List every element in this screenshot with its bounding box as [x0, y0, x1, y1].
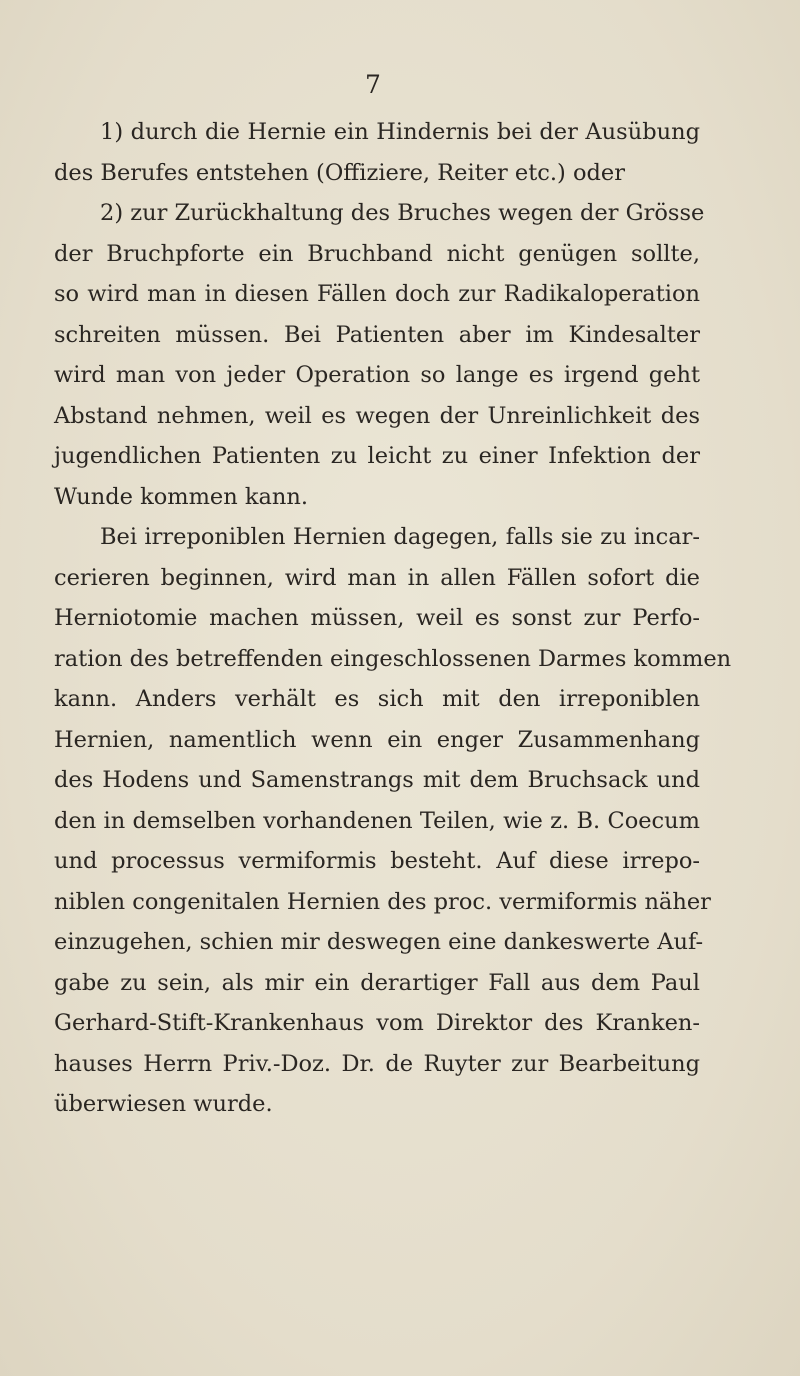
body-text — [54, 112, 732, 1125]
text-line: Wunde kommen kann. — [54, 483, 309, 510]
text-line: und processus vermiformis besteht. Auf diese irrepo- — [54, 848, 700, 874]
text-line: überwiesen wurde. — [54, 1091, 273, 1117]
page-number: 7 — [365, 70, 381, 99]
text-line: cerieren beginnen, wird man in allen Fällen sofort die — [54, 564, 700, 591]
text-line: der Bruchpforte ein Bruchband nicht genügen sollte, — [54, 240, 700, 267]
text-line: so wird man in diesen Fällen doch zur Radikaloperation — [54, 281, 700, 307]
text-line: Gerhard-Stift-Krankenhaus vom Direktor des Kranken- — [54, 1010, 700, 1036]
text-line: schreiten müssen. Bei Patienten aber im Kindesalter — [54, 321, 700, 348]
text-line: 2) zur Zurückhaltung des Bruches wegen der Grösse — [100, 200, 705, 226]
text-line: Hernien, namentlich wenn ein enger Zusammenhang — [54, 726, 700, 753]
text-line: des Hodens und Samenstrangs mit dem Bruchsack und — [54, 767, 700, 793]
text-line: wird man von jeder Operation so lange es irgend geht — [54, 362, 700, 388]
text-line: jugendlichen Patienten zu leicht zu einer Infektion der — [54, 443, 700, 469]
text-line: kann. Anders verhält es sich mit den irreponiblen — [54, 686, 700, 712]
text-line: ration des betreffenden eingeschlossenen Darmes kommen — [54, 645, 732, 672]
text-line: einzugehen, schien mir deswegen eine dankeswerte Auf- — [54, 929, 704, 955]
text-line: den in demselben vorhandenen Teilen, wie z. B. Coecum — [54, 807, 700, 834]
text-line: 1) durch die Hernie ein Hindernis bei der Ausübung — [100, 119, 700, 145]
text-line: Herniotomie machen müssen, weil es sonst zur Perfo- — [54, 605, 700, 631]
text-line: Bei irreponiblen Hernien dagegen, falls sie zu incar- — [100, 524, 700, 550]
text-line: gabe zu sein, als mir ein derartiger Fall aus dem Paul — [54, 969, 700, 996]
text-line: des Berufes entstehen (Offiziere, Reiter etc.) oder — [54, 159, 625, 186]
text-line: hauses Herrn Priv.-Doz. Dr. de Ruyter zur Bearbeitung — [54, 1050, 700, 1077]
text-line: Abstand nehmen, weil es wegen der Unreinlichkeit des — [54, 402, 700, 429]
text-line: niblen congenitalen Hernien des proc. vermiformis näher — [54, 888, 711, 915]
